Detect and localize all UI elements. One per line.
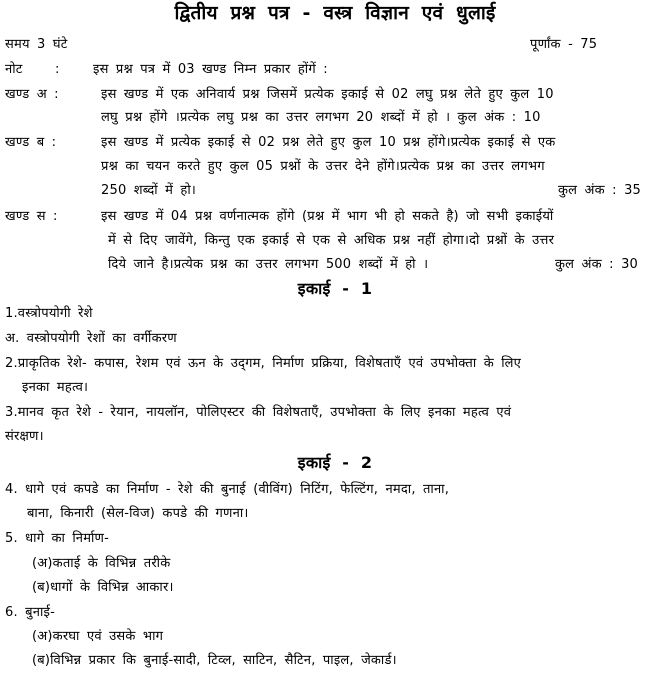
section-b-label: खण्ड ब :	[5, 135, 57, 150]
section-c-label: खण्ड स :	[5, 209, 58, 224]
section-a-line: इस खण्ड में एक अनिवार्य प्रश्न जिसमें प्रत्येक इकाई से 02 लघु प्रश्न लेते हुए कुल 10	[101, 87, 554, 102]
unit-2-item: (ब)धागों के विभिन्न आकार।	[32, 580, 174, 595]
note-label: नोट	[5, 62, 23, 77]
unit-2-item: (अ)करघा एवं उसके भाग	[32, 629, 164, 644]
section-c-line: इस खण्ड में 04 प्रश्न वर्णनात्मक होंगे (प्रश्न में भाग भी हो सकते है) जो सभी इकाईयों	[101, 209, 554, 224]
unit-1-item: 2.प्राकृतिक रेशे- कपास, रेशम एवं ऊन के उद्‌गम, निर्माण प्रक्रिया, विशेषताएँ एवं उपभोक्ता के लिए	[5, 356, 522, 371]
section-c-marks: कुल अंक : 30	[555, 257, 639, 272]
unit-2-item: 6. बुनाई-	[5, 605, 56, 620]
note-text: इस प्रश्न पत्र में 03 खण्ड निम्न प्रकार होंगें :	[93, 62, 328, 77]
unit-1-item: अ. वस्त्रोपयोगी रेशों का वर्गीकरण	[5, 331, 177, 346]
unit-2-item: 5. धागे का निर्माण-	[5, 531, 110, 546]
unit-1-item: 1.वस्त्रोपयोगी रेशे	[5, 306, 93, 321]
section-b-line: इस खण्ड में प्रत्येक इकाई से 02 प्रश्न लेते हुए कुल 10 प्रश्न होंगे।प्रत्येक इकाई से एक	[101, 135, 556, 150]
unit-1-item: संरक्षण।	[5, 429, 44, 444]
paper-title: द्वितीय प्रश्न पत्र - वस्त्र विज्ञान एवं धुलाई	[174, 2, 496, 24]
section-b-line: 250 शब्दों में हो।	[101, 183, 197, 198]
unit-1-item: इनका महत्व।	[22, 380, 89, 395]
section-a-line: लघु प्रश्न होंगे ।प्रत्येक लघु प्रश्न का उत्तर लगभग 20 शब्दों में हो । कुल अंक : 10	[101, 110, 541, 125]
section-c-line: में से दिए जावेंगे, किन्तु एक इकाई से एक से अधिक प्रश्न नहीं होगा।दो प्रश्नों के उत्तर	[108, 233, 555, 248]
unit-2-item: (ब)विभिन्न प्रकार कि बुनाई-सादी, टिव्ल, साटिन, सैटिन, पाइल, जेकार्ड।	[32, 653, 397, 668]
unit-2-heading: इकाई - 2	[297, 453, 373, 472]
max-marks: पूर्णांक - 75	[530, 37, 598, 52]
unit-1-heading: इकाई - 1	[297, 279, 373, 298]
note-colon: :	[55, 62, 60, 77]
section-a-label: खण्ड अ :	[5, 87, 59, 102]
section-b-line: प्रश्न का चयन करते हुए कुल 05 प्रश्नों के उत्तर देने होंगे।प्रत्येक प्रश्न का उत्तर लगभग	[101, 159, 545, 174]
unit-2-item: (अ)कताई के विभिन्न तरीके	[32, 556, 171, 571]
unit-2-item: बाना, किनारी (सेल-विज) कपडे की गणना।	[27, 506, 249, 521]
section-c-line: दिये जाने है।प्रत्येक प्रश्न का उत्तर लगभग 500 शब्दों में हो ।	[108, 257, 429, 272]
unit-2-item: 4. धागे एवं कपडे का निर्माण - रेशे की बुनाई (वीविंग) निटिंग, फेल्टिंग, नमदा, ताना,	[5, 482, 450, 497]
unit-1-item: 3.मानव कृत रेशे - रेयान, नायलॉन, पोलिएस्टर की विशेषताएँ, उपभोक्ता के लिए इनका महत्व एवं	[5, 405, 512, 420]
section-b-marks: कुल अंक : 35	[558, 183, 642, 198]
exam-duration: समय 3 घंटे	[5, 37, 68, 52]
